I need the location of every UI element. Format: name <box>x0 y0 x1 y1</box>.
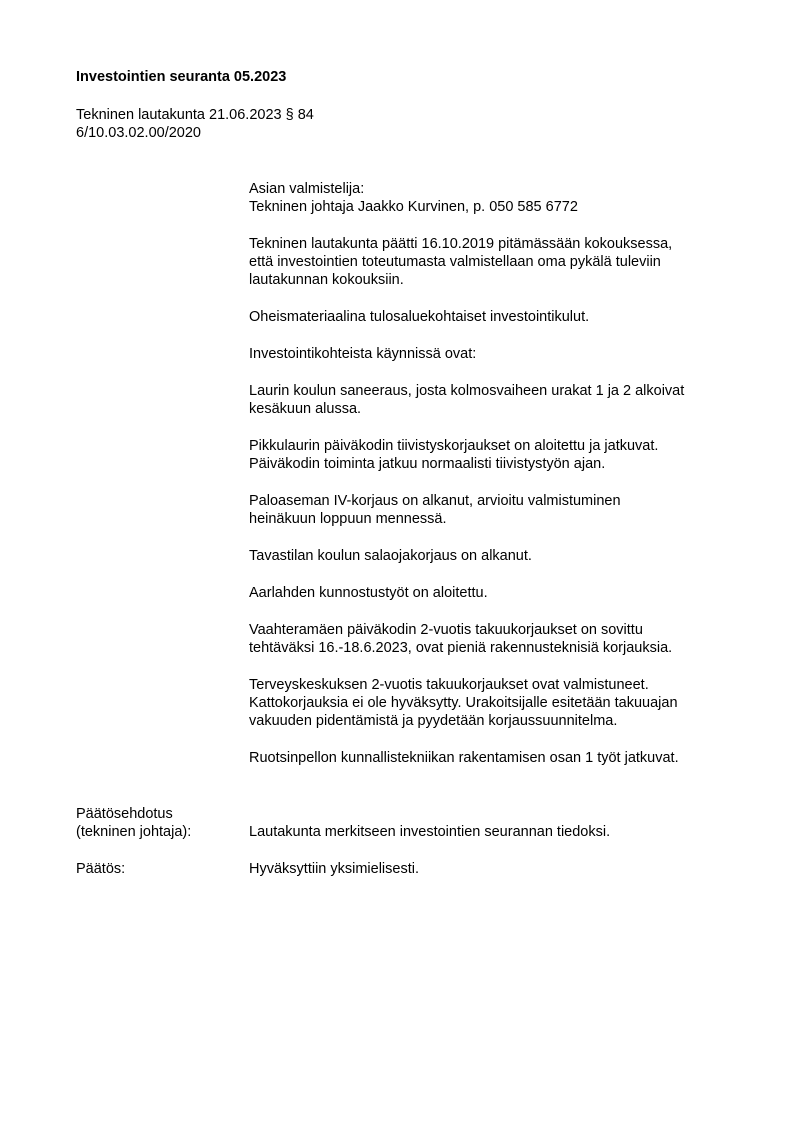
paragraph-line: heinäkuun loppuun mennessä. <box>249 511 447 527</box>
preparer-name: Tekninen johtaja Jaakko Kurvinen, p. 050 585 6772 <box>249 199 578 215</box>
paragraph-line: Vaahteramäen päiväkodin 2-vuotis takuukorjaukset on sovittu <box>249 622 643 638</box>
proposal-sublabel: (tekninen johtaja): <box>76 824 192 840</box>
decision-label: Päätös: <box>76 861 126 877</box>
paragraph-line: Kattokorjauksia ei ole hyväksytty. Urakoitsijalle esitetään takuuajan <box>249 695 678 711</box>
paragraph-line: Ruotsinpellon kunnallistekniikan rakentamisen osan 1 työt jatkuvat. <box>249 750 679 766</box>
paragraph-line: vakuuden pidentämistä ja pyydetään korjaussuunnitelma. <box>249 713 618 729</box>
preparer-label: Asian valmistelija: <box>249 181 365 197</box>
paragraph-line: Päiväkodin toiminta jatkuu normaalisti tiivistystyön ajan. <box>249 456 606 472</box>
document-title: Investointien seuranta 05.2023 <box>76 69 287 85</box>
paragraph-line: Oheismateriaalina tulosaluekohtaiset investointikulut. <box>249 309 590 325</box>
meeting-reference: Tekninen lautakunta 21.06.2023 § 84 <box>76 107 314 123</box>
proposal-text: Lautakunta merkitseen investointien seurannan tiedoksi. <box>249 824 611 840</box>
record-number: 6/10.03.02.00/2020 <box>76 125 201 141</box>
paragraph-line: Aarlahden kunnostustyöt on aloitettu. <box>249 585 488 601</box>
paragraph-line: Laurin koulun saneeraus, josta kolmosvaiheen urakat 1 ja 2 alkoivat <box>249 383 685 399</box>
paragraph-line: Paloaseman IV-korjaus on alkanut, arvioitu valmistuminen <box>249 493 621 509</box>
paragraph-line: Pikkulaurin päiväkodin tiivistyskorjaukset on aloitettu ja jatkuvat. <box>249 438 659 454</box>
decision-text: Hyväksyttiin yksimielisesti. <box>249 861 419 877</box>
paragraph-line: että investointien toteutumasta valmistellaan oma pykälä tuleviin <box>249 254 661 270</box>
paragraph-line: tehtäväksi 16.-18.6.2023, ovat pieniä rakennusteknisiä korjauksia. <box>249 640 673 656</box>
paragraph-line: Investointikohteista käynnissä ovat: <box>249 346 477 362</box>
paragraph-line: kesäkuun alussa. <box>249 401 362 417</box>
proposal-label: Päätösehdotus <box>76 806 173 822</box>
paragraph-line: Tekninen lautakunta päätti 16.10.2019 pitämässään kokouksessa, <box>249 236 673 252</box>
paragraph-line: lautakunnan kokouksiin. <box>249 272 404 288</box>
paragraph-line: Terveyskeskuksen 2-vuotis takuukorjaukset ovat valmistuneet. <box>249 677 649 693</box>
paragraph-line: Tavastilan koulun salaojakorjaus on alkanut. <box>249 548 532 564</box>
